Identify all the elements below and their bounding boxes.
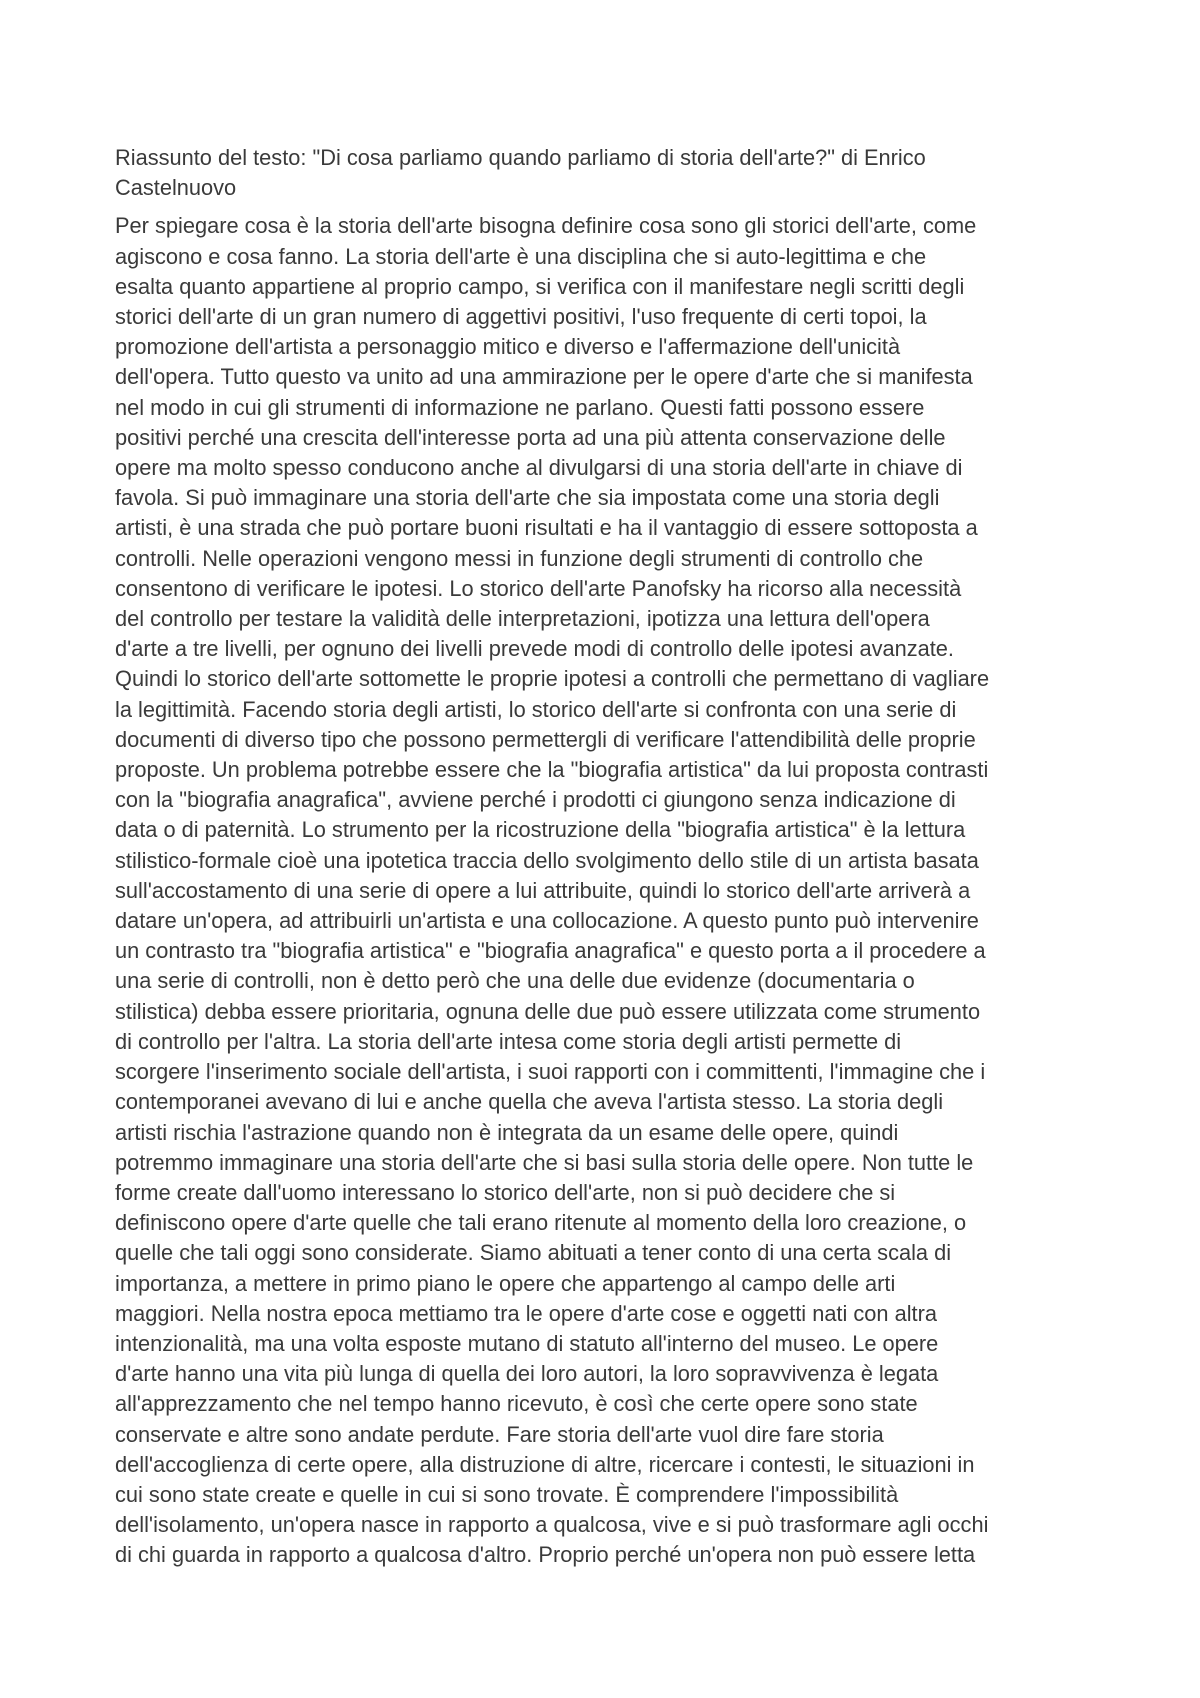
body-text-line: esalta quanto appartiene al proprio campo, si verifica con il manifestare negli scritti degli <box>115 273 965 299</box>
body-text-line: con la "biografia anagrafica", avviene perché i prodotti ci giungono senza indicazione di <box>115 787 956 813</box>
document-body <box>115 211 1100 1570</box>
body-text-line: controlli. Nelle operazioni vengono messi in funzione degli strumenti di controllo che <box>115 545 924 571</box>
body-text-line: sull'accostamento di una serie di opere a lui attribuite, quindi lo storico dell'arte arriverà a <box>115 877 971 903</box>
body-text-line: d'arte hanno una vita più lunga di quella dei loro autori, la loro sopravvivenza è legata <box>115 1361 939 1387</box>
body-text-line: di controllo per l'altra. La storia dell'arte intesa come storia degli artisti permette di <box>115 1028 902 1054</box>
body-text-line: un contrasto tra "biografia artistica" e "biografia anagrafica" e questo porta a il procedere a <box>115 938 986 964</box>
body-text-line: d'arte a tre livelli, per ognuno dei livelli prevede modi di controllo delle ipotesi avanzate. <box>115 636 954 662</box>
body-text-line: proposte. Un problema potrebbe essere che la "biografia artistica" da lui proposta contrasti <box>115 757 989 783</box>
body-text-line: definiscono opere d'arte quelle che tali erano ritenute al momento della loro creazione, o <box>115 1210 967 1236</box>
body-text-line: artisti, è una strada che può portare buoni risultati e ha il vantaggio di essere sottoposta a <box>115 515 978 541</box>
document-content <box>115 143 1100 1571</box>
body-text-line: la legittimità. Facendo storia degli artisti, lo storico dell'arte si confronta con una serie di <box>115 696 957 722</box>
body-text-line: importanza, a mettere in primo piano le opere che appartengo al campo delle arti <box>115 1270 896 1296</box>
body-text-line: Quindi lo storico dell'arte sottomette le proprie ipotesi a controlli che permettano di vagliare <box>115 666 990 692</box>
body-text-line: positivi perché una crescita dell'interesse porta ad una più attenta conservazione delle <box>115 424 946 450</box>
title-line: Riassunto del testo: "Di cosa parliamo quando parliamo di storia dell'arte?" di Enrico <box>115 145 926 170</box>
body-text-line: dell'opera. Tutto questo va unito ad una ammirazione per le opere d'arte che si manifesta <box>115 364 973 390</box>
body-text-line: artisti rischia l'astrazione quando non è integrata da un esame delle opere, quindi <box>115 1119 899 1145</box>
body-text-line: datare un'opera, ad attribuirli un'artista e una collocazione. A questo punto può intervenire <box>115 908 979 934</box>
body-text-line: opere ma molto spesso conducono anche al divulgarsi di una storia dell'arte in chiave di <box>115 455 963 481</box>
body-text-line: del controllo per testare la validità delle interpretazioni, ipotizza una lettura dell'opera <box>115 606 930 632</box>
title-line: Castelnuovo <box>115 175 237 201</box>
body-text-line: promozione dell'artista a personaggio mitico e diverso e l'affermazione dell'unicità <box>115 334 901 360</box>
body-text-line: dell'isolamento, un'opera nasce in rapporto a qualcosa, vive e si può trasformare agli occhi <box>115 1512 989 1538</box>
body-text-line: cui sono state create e quelle in cui si sono trovate. È comprendere l'impossibilità <box>115 1481 899 1507</box>
body-text-line: Per spiegare cosa è la storia dell'arte bisogna definire cosa sono gli storici dell'arte, come <box>115 213 977 239</box>
body-text-line: contemporanei avevano di lui e anche quella che aveva l'artista stesso. La storia degli <box>115 1089 944 1115</box>
body-text-line: dell'accoglienza di certe opere, alla distruzione di altre, ricercare i contesti, le situazioni in <box>115 1451 975 1477</box>
body-text-line: potremmo immaginare una storia dell'arte che si basi sulla storia delle opere. Non tutte le <box>115 1149 974 1175</box>
body-text-line: storici dell'arte di un gran numero di aggettivi positivi, l'uso frequente di certi topoi, la <box>115 304 927 330</box>
body-text-line: consentono di verificare le ipotesi. Lo storico dell'arte Panofsky ha ricorso alla necessità <box>115 575 962 601</box>
body-text-line: documenti di diverso tipo che possono permettergli di verificare l'attendibilità delle proprie <box>115 726 976 752</box>
body-text-line: una serie di controlli, non è detto però che una delle due evidenze (documentaria o <box>115 968 915 994</box>
body-text-line: nel modo in cui gli strumenti di informazione ne parlano. Questi fatti possono essere <box>115 394 925 420</box>
body-text-line: stilistica) debba essere prioritaria, ognuna delle due può essere utilizzata come strumento <box>115 998 981 1024</box>
body-text-line: agiscono e cosa fanno. La storia dell'arte è una disciplina che si auto-legittima e che <box>115 243 927 269</box>
body-text-line: all'apprezzamento che nel tempo hanno ricevuto, è così che certe opere sono state <box>115 1391 918 1417</box>
body-text-line: favola. Si può immaginare una storia dell'arte che sia impostata come una storia degli <box>115 485 940 511</box>
body-text-line: scorgere l'inserimento sociale dell'artista, i suoi rapporti con i committenti, l'immagine che i <box>115 1059 986 1085</box>
body-text-line: conservate e altre sono andate perdute. Fare storia dell'arte vuol dire fare storia <box>115 1421 884 1447</box>
body-text-line: di chi guarda in rapporto a qualcosa d'altro. Proprio perché un'opera non può essere letta <box>115 1542 976 1568</box>
document-title <box>115 143 1100 203</box>
body-text-line: data o di paternità. Lo strumento per la ricostruzione della "biografia artistica" è la lettura <box>115 817 966 843</box>
body-text-line: forme create dall'uomo interessano lo storico dell'arte, non si può decidere che si <box>115 1179 896 1205</box>
body-text-line: intenzionalità, ma una volta esposte mutano di statuto all'interno del museo. Le opere <box>115 1330 939 1356</box>
body-text-line: maggiori. Nella nostra epoca mettiamo tra le opere d'arte cose e oggetti nati con altra <box>115 1300 937 1326</box>
body-text-line: stilistico-formale cioè una ipotetica traccia dello svolgimento dello stile di un artista basata <box>115 847 979 873</box>
body-text-line: quelle che tali oggi sono considerate. Siamo abituati a tener conto di una certa scala di <box>115 1240 952 1266</box>
